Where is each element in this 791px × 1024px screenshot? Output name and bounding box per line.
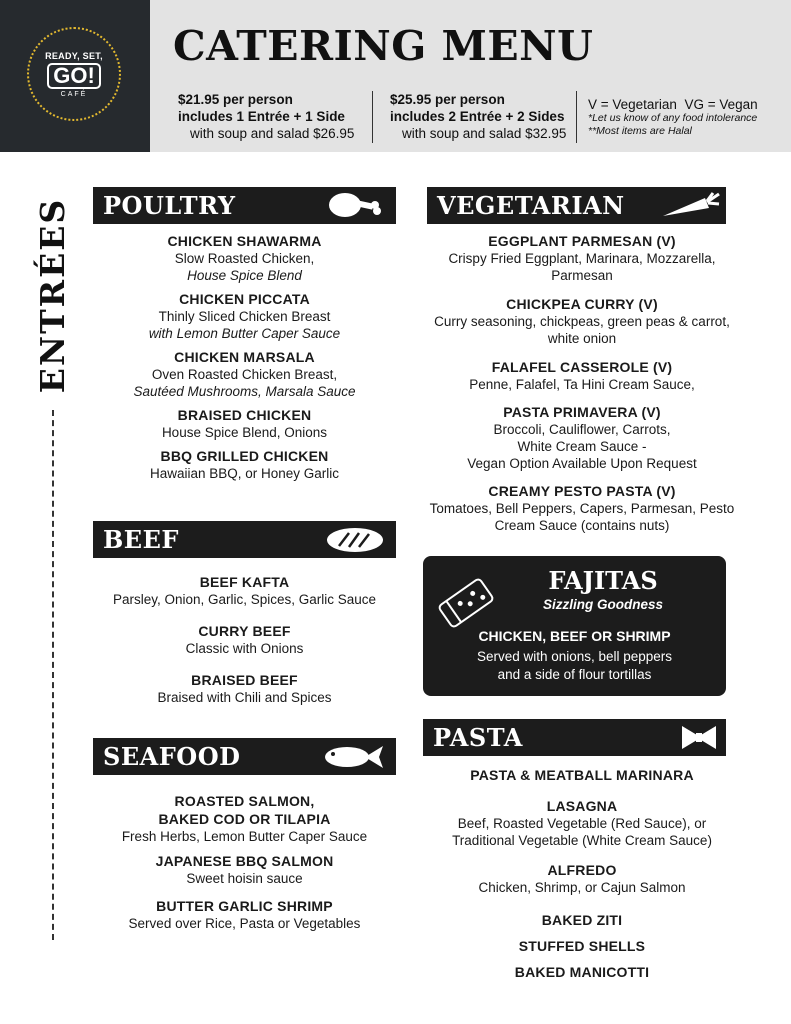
- item-desc: House Spice Blend, Onions: [161, 425, 328, 440]
- fajitas-subtitle: Sizzling Goodness: [542, 597, 663, 612]
- pasta-list: [423, 766, 741, 981]
- extra: with soup and salad $26.95: [190, 126, 355, 141]
- list-item: [93, 792, 396, 845]
- item-desc: Thinly Sliced Chicken Breast: [158, 309, 331, 324]
- section-title: POULTRY: [103, 191, 236, 220]
- item-desc-line2: white onion: [547, 331, 617, 346]
- list-item: [93, 897, 396, 932]
- halal-note: **Most items are Halal: [588, 125, 692, 137]
- price: $21.95 per person: [178, 92, 293, 107]
- list-item: [423, 963, 741, 981]
- item-name-line2: BAKED COD OR TILAPIA: [158, 811, 331, 827]
- item-desc: Curry seasoning, chickpeas, green peas & carrot,: [434, 314, 730, 329]
- item-desc-line3: Vegan Option Available Upon Request: [467, 456, 697, 471]
- section-title: BEEF: [103, 525, 179, 554]
- extra: with soup and salad $32.95: [402, 126, 567, 141]
- entrees-text: ENTRÉES: [33, 197, 73, 393]
- item-name: PASTA PRIMAVERA (V): [503, 404, 661, 420]
- item-desc: Beef, Roasted Vegetable (Red Sauce), or: [457, 816, 707, 831]
- item-desc: Slow Roasted Chicken,: [174, 251, 315, 266]
- logo-panel: [0, 0, 150, 152]
- divider: [372, 91, 373, 143]
- list-item: [93, 406, 396, 441]
- item-name: CHICKEN PICCATA: [179, 291, 310, 307]
- vegetarian-list: [427, 232, 737, 534]
- fish-icon: [321, 741, 385, 772]
- item-desc-line2: Traditional Vegetable (White Cream Sauce): [452, 833, 712, 848]
- item-desc: Classic with Onions: [185, 641, 304, 656]
- item-name: BEEF KAFTA: [199, 574, 290, 590]
- list-item: [423, 911, 741, 929]
- divider: [576, 91, 577, 143]
- includes: includes 1 Entrée + 1 Side: [178, 109, 345, 124]
- item-name: LASAGNA: [546, 798, 618, 814]
- logo-line2: GO!: [47, 63, 101, 89]
- item-desc: Tomatoes, Bell Peppers, Capers, Parmesan, Pesto: [429, 501, 735, 516]
- item-note: House Spice Blend: [187, 268, 302, 283]
- logo-line3: CAFÉ: [60, 90, 88, 98]
- item-name: PASTA & MEATBALL MARINARA: [470, 767, 694, 783]
- item-desc: Oven Roasted Chicken Breast,: [151, 367, 338, 382]
- list-item: [93, 852, 396, 887]
- list-item: [423, 937, 741, 955]
- list-item: [423, 766, 741, 784]
- list-item: [427, 482, 737, 534]
- pricing-option-2: [390, 91, 566, 142]
- includes: includes 2 Entrée + 2 Sides: [390, 109, 565, 124]
- logo-line1: READY, SET,: [45, 50, 103, 61]
- item-desc-line2: White Cream Sauce -: [517, 439, 647, 454]
- beef-list: [93, 573, 396, 706]
- dashed-line: [52, 410, 54, 940]
- item-note: Sautéed Mushrooms, Marsala Sauce: [133, 384, 356, 399]
- item-name: ALFREDO: [547, 862, 617, 878]
- item-name: BBQ GRILLED CHICKEN: [160, 448, 329, 464]
- list-item: [427, 295, 737, 347]
- drumstick-icon: [327, 190, 385, 221]
- item-name: FALAFEL CASSEROLE (V): [491, 359, 673, 375]
- diet-legend: V = Vegetarian VG = Vegan: [588, 97, 758, 112]
- steak-icon: [325, 524, 385, 555]
- fajitas-desc-line1: Served with onions, bell peppers: [476, 649, 673, 664]
- entrees-label: [34, 190, 72, 400]
- item-name: BRAISED BEEF: [191, 672, 298, 688]
- item-name: ROASTED SALMON,: [174, 793, 315, 809]
- fajitas-box: [423, 556, 726, 696]
- item-desc: Penne, Falafel, Ta Hini Cream Sauce,: [469, 377, 695, 392]
- bowtie-pasta-icon: [679, 722, 719, 753]
- list-item: [93, 232, 396, 284]
- section-title: VEGETARIAN: [437, 191, 625, 220]
- dietary-notes: [588, 97, 758, 138]
- item-name: BAKED MANICOTTI: [514, 964, 650, 980]
- item-name: BUTTER GARLIC SHRIMP: [156, 898, 333, 914]
- list-item: [423, 797, 741, 849]
- list-item: [427, 358, 737, 393]
- carrot-icon: [661, 190, 721, 221]
- item-name: STUFFED SHELLS: [518, 938, 646, 954]
- item-name: BAKED ZITI: [541, 912, 623, 928]
- fajitas-desc-line2: and a side of flour tortillas: [497, 667, 652, 682]
- list-item: [93, 622, 396, 657]
- vegetarian-header: [427, 187, 726, 224]
- item-desc-line2: Parmesan: [551, 268, 613, 283]
- pasta-header: [423, 719, 726, 756]
- item-desc-line2: Cream Sauce (contains nuts): [494, 518, 670, 533]
- item-name: CREAMY PESTO PASTA (V): [488, 483, 676, 499]
- fajitas-item-name: CHICKEN, BEEF OR SHRIMP: [478, 628, 671, 644]
- item-desc: Fresh Herbs, Lemon Butter Caper Sauce: [121, 829, 368, 844]
- seafood-list: [93, 792, 396, 932]
- intolerance-note: *Let us know of any food intolerance: [588, 112, 758, 124]
- list-item: [93, 447, 396, 482]
- burrito-icon: [433, 570, 499, 636]
- list-item: [423, 861, 741, 896]
- item-name: JAPANESE BBQ SALMON: [155, 853, 334, 869]
- item-name: CHICKEN MARSALA: [174, 349, 315, 365]
- cafe-logo: [27, 27, 121, 121]
- list-item: [93, 573, 396, 608]
- item-name: CHICKPEA CURRY (V): [506, 296, 658, 312]
- item-name: CHICKEN SHAWARMA: [167, 233, 322, 249]
- fajitas-title: FAJITAS: [548, 566, 658, 595]
- item-name: EGGPLANT PARMESAN (V): [488, 233, 676, 249]
- item-note: with Lemon Butter Caper Sauce: [148, 326, 341, 341]
- list-item: [93, 671, 396, 706]
- fajitas-desc: [423, 648, 726, 684]
- list-item: [427, 403, 737, 472]
- item-desc: Braised with Chili and Spices: [157, 690, 332, 705]
- beef-header: [93, 521, 396, 558]
- item-desc: Served over Rice, Pasta or Vegetables: [128, 916, 361, 931]
- item-desc: Crispy Fried Eggplant, Marinara, Mozzarella,: [448, 251, 716, 266]
- page-title: CATERING MENU: [173, 22, 594, 70]
- seafood-header: [93, 738, 396, 775]
- item-name: BRAISED CHICKEN: [177, 407, 312, 423]
- list-item: [427, 232, 737, 284]
- item-desc: Parsley, Onion, Garlic, Spices, Garlic Sauce: [112, 592, 377, 607]
- item-desc: Broccoli, Cauliflower, Carrots,: [493, 422, 671, 437]
- poultry-header: [93, 187, 396, 224]
- item-desc: Hawaiian BBQ, or Honey Garlic: [149, 466, 340, 481]
- section-title: PASTA: [433, 723, 523, 752]
- list-item: [93, 348, 396, 400]
- pricing-option-1: [178, 91, 354, 142]
- item-desc: Sweet hoisin sauce: [186, 871, 303, 886]
- section-title: SEAFOOD: [103, 742, 241, 771]
- item-name: CURRY BEEF: [198, 623, 291, 639]
- poultry-list: [93, 232, 396, 482]
- list-item: [93, 290, 396, 342]
- item-desc: Chicken, Shrimp, or Cajun Salmon: [478, 880, 686, 895]
- price: $25.95 per person: [390, 92, 505, 107]
